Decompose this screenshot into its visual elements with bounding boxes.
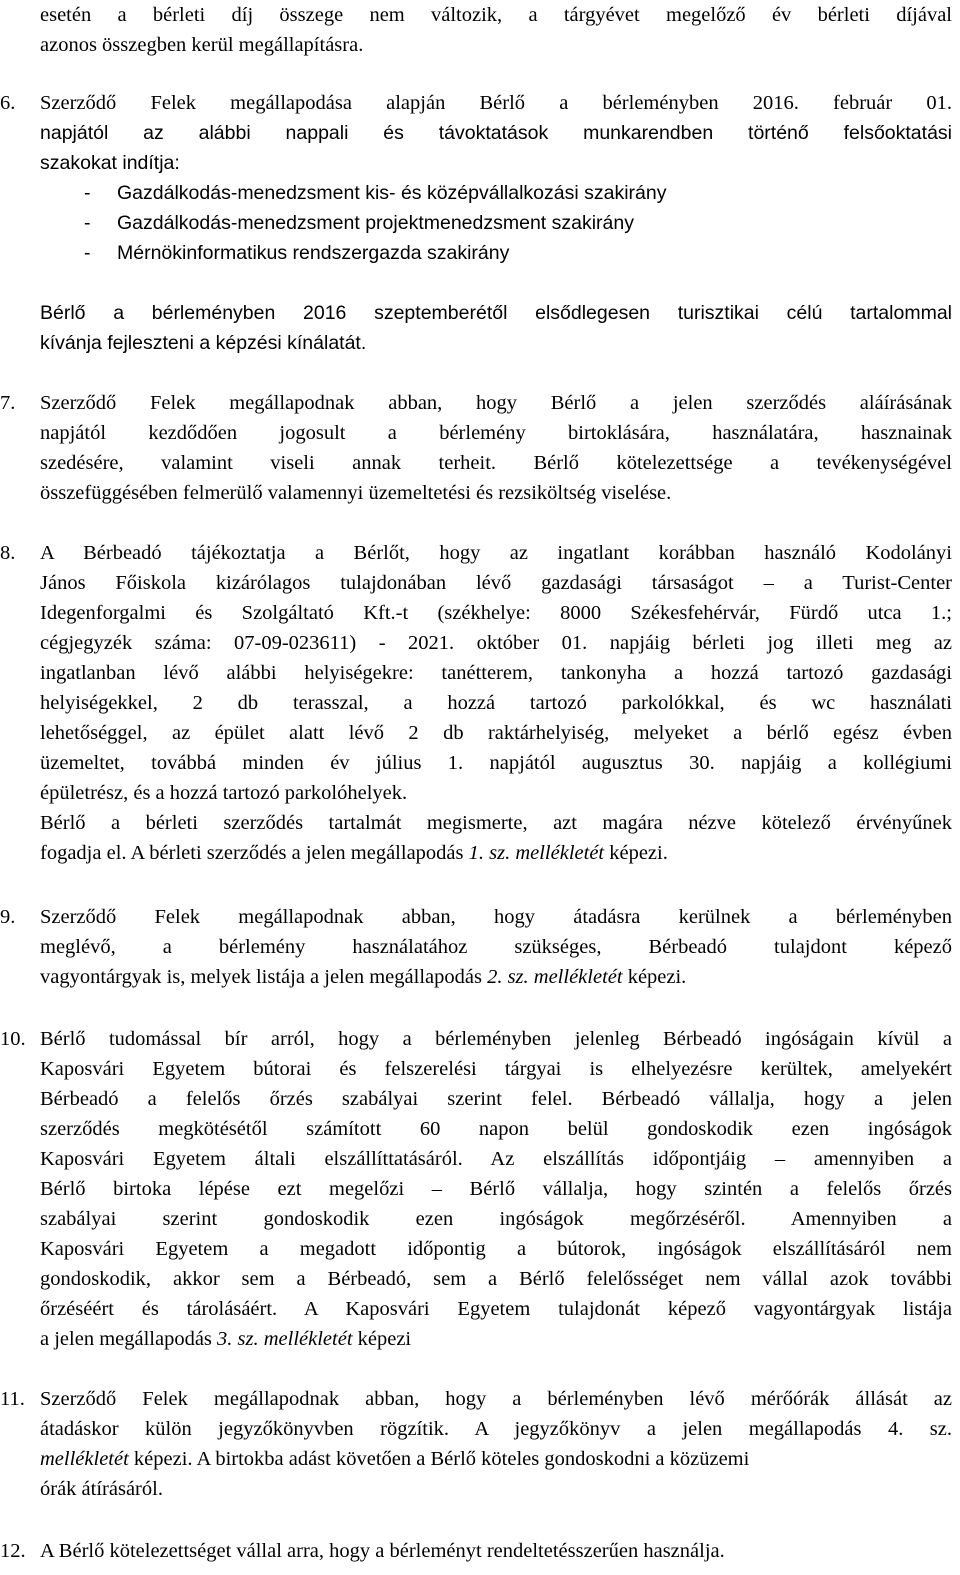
paragraph-6-line-2: napjától az alábbi nappali és távoktatások munkarendben történő felsőoktatási <box>40 122 952 144</box>
paragraph-9-line-1: Szerződő Felek megállapodnak abban, hogy átadásra kerülnek a bérleményben <box>40 906 952 928</box>
paragraph-8-line-1: A Bérbeadó tájékoztatja a Bérlőt, hogy az ingatlant korábban használó Kodolányi <box>40 542 952 564</box>
paragraph-8-line-3: Idegenforgalmi és Szolgáltató Kft.-t (székhelye: 8000 Székesfehérvár, Fürdő utca 1.; <box>40 602 952 624</box>
paragraph-8-line-11 <box>40 838 952 868</box>
list-dash-2: - <box>84 212 91 234</box>
annex-2-reference: 2. sz. mellékletét <box>487 966 623 988</box>
list-item: Gazdálkodás-menedzsment kis- és középvállalkozási szakirány <box>117 182 667 204</box>
paragraph-10-line-2: Kaposvári Egyetem bútorai és felszerelési tárgyai is elhelyezésre kerültek, amelyekért <box>40 1058 952 1080</box>
paragraph-10-line-11 <box>40 1324 952 1354</box>
paragraph-8-line-11-text: fogadja el. A bérleti szerződés a jelen megállapodás <box>40 842 469 864</box>
paragraph-10-line-1: Bérlő tudomással bír arról, hogy a bérleményben jelenleg Bérbeadó ingóságain kívül a <box>40 1028 952 1050</box>
paragraph-10-line-5: Kaposvári Egyetem általi elszállíttatásáról. Az elszállítás időpontjáig – amennyiben a <box>40 1148 952 1170</box>
paragraph-11-number: 11. <box>0 1388 25 1410</box>
list-dash-1: - <box>84 182 91 204</box>
paragraph-10-line-4: szerződés megkötésétől számított 60 napon belül gondoskodik ezen ingóságok <box>40 1118 952 1140</box>
paragraph-6-number: 6. <box>0 92 16 114</box>
paragraph-11-line-2: átadáskor külön jegyzőkönyvben rögzítik. A jegyzőkönyv a jelen megállapodás 4. sz. <box>40 1418 952 1440</box>
paragraph-8-line-2: János Főiskola kizárólagos tulajdonában lévő gazdasági társaságot – a Turist-Center <box>40 572 952 594</box>
paragraph-10-line-7: szabályai szerint gondoskodik ezen ingóságok megőrzéséről. Amennyiben a <box>40 1208 952 1230</box>
intro-line-2: azonos összegben kerül megállapításra. <box>40 34 364 56</box>
paragraph-6-after-line-2: kívánja fejleszteni a képzési kínálatát. <box>40 332 367 354</box>
paragraph-8-line-4: cégjegyzék száma: 07-09-023611) - 2021. október 01. napjáig bérleti jog illeti meg az <box>40 632 952 654</box>
paragraph-8-line-9: épületrész, és a hozzá tartozó parkolóhelyek. <box>40 782 408 804</box>
paragraph-10-number: 10. <box>0 1028 26 1050</box>
paragraph-9-line-3-end: képezi. <box>622 966 687 988</box>
paragraph-8-line-11-end: képezi. <box>604 842 668 864</box>
paragraph-9-line-3-text: vagyontárgyak is, melyek listája a jelen megállapodás <box>40 966 488 988</box>
paragraph-11-line-4: órák átírásáról. <box>40 1478 163 1500</box>
list-dash-3: - <box>84 242 91 264</box>
paragraph-8-line-8: üzemeltet, továbbá minden év július 1. napjától augusztus 30. napjáig a kollégiumi <box>40 752 952 774</box>
paragraph-9-line-2: meglévő, a bérlemény használatához szükséges, Bérbeadó tulajdont képező <box>40 936 952 958</box>
paragraph-7-line-4: összefüggésében felmerülő valamennyi üzemeltetési és rezsiköltség viselése. <box>40 482 672 504</box>
paragraph-10-line-3: Bérbeadó a felelős őrzés szabályai szerint felel. Bérbeadó vállalja, hogy a jelen <box>40 1088 952 1110</box>
paragraph-9-number: 9. <box>0 906 16 928</box>
paragraph-6-line-3: szakokat indítja: <box>40 152 180 174</box>
paragraph-10-line-8: Kaposvári Egyetem a megadott időpontig a bútorok, ingóságok elszállításáról nem <box>40 1238 952 1260</box>
annex-1-reference: 1. sz. mellékletét <box>468 842 605 864</box>
intro-line-1: esetén a bérleti díj összege nem változik, a tárgyévet megelőző év bérleti díjával <box>40 4 952 26</box>
paragraph-7-line-1: Szerződő Felek megállapodnak abban, hogy Bérlő a jelen szerződés aláírásának <box>40 392 952 414</box>
paragraph-6-after-line-1: Bérlő a bérleményben 2016 szeptemberétől elsődlegesen turisztikai célú tartalommal <box>40 302 952 324</box>
paragraph-11-line-1: Szerződő Felek megállapodnak abban, hogy a bérleményben lévő mérőórák állását az <box>40 1388 952 1410</box>
list-item: Mérnökinformatikus rendszergazda szakirány <box>117 242 510 264</box>
paragraph-10-line-6: Bérlő birtoka lépése ezt megelőzi – Bérlő vállalja, hogy szintén a felelős őrzés <box>40 1178 952 1200</box>
paragraph-10-line-10: őrzéséért és tárolásáért. A Kaposvári Egyetem tulajdonát képező vagyontárgyak listája <box>40 1298 952 1320</box>
paragraph-7-line-2: napjától kezdődően jogosult a bérlemény birtoklására, használatára, hasznainak <box>40 422 952 444</box>
paragraph-12-line-1: A Bérlő kötelezettséget vállal arra, hogy a bérleményt rendeltetésszerűen használja. <box>40 1540 725 1562</box>
annex-4-reference: mellékletét <box>40 1448 129 1470</box>
paragraph-8-line-7: lehetőséggel, az épület alatt lévő 2 db raktárhelyiség, melyeket a bérlő egész évben <box>40 722 952 744</box>
paragraph-10-line-9: gondoskodik, akkor sem a Bérbeadó, sem a Bérlő felelősséget nem vállal azok további <box>40 1268 952 1290</box>
paragraph-10-line-11-text: a jelen megállapodás <box>40 1328 218 1350</box>
paragraph-10-line-11-end: képezi <box>352 1328 412 1350</box>
paragraph-11-line-3-text: képezi. A birtokba adást követően a Bérlő köteles gondoskodni a közüzemi <box>128 1448 750 1470</box>
annex-3-reference: 3. sz. mellékletét <box>217 1328 353 1350</box>
paragraph-7-line-3: szedésére, valamint viseli annak terheit. Bérlő kötelezettsége a tevékenységével <box>40 452 952 474</box>
list-item: Gazdálkodás-menedzsment projektmenedzsment szakirány <box>117 212 634 234</box>
paragraph-8-number: 8. <box>0 542 16 564</box>
paragraph-8-line-10: Bérlő a bérleti szerződés tartalmát megismerte, azt magára nézve kötelező érvényűnek <box>40 812 952 834</box>
paragraph-7-number: 7. <box>0 392 16 414</box>
paragraph-11-line-3 <box>40 1444 952 1474</box>
paragraph-12-number: 12. <box>0 1540 26 1562</box>
paragraph-8-line-6: helyiségekkel, 2 db terasszal, a hozzá tartozó parkolókkal, és wc használati <box>40 692 952 714</box>
paragraph-9-line-3 <box>40 962 952 992</box>
paragraph-6-line-1: Szerződő Felek megállapodása alapján Bérlő a bérleményben 2016. február 01. <box>40 92 952 114</box>
paragraph-8-line-5: ingatlanban lévő alábbi helyiségekre: tanétterem, tankonyha a hozzá tartozó gazdasági <box>40 662 952 684</box>
